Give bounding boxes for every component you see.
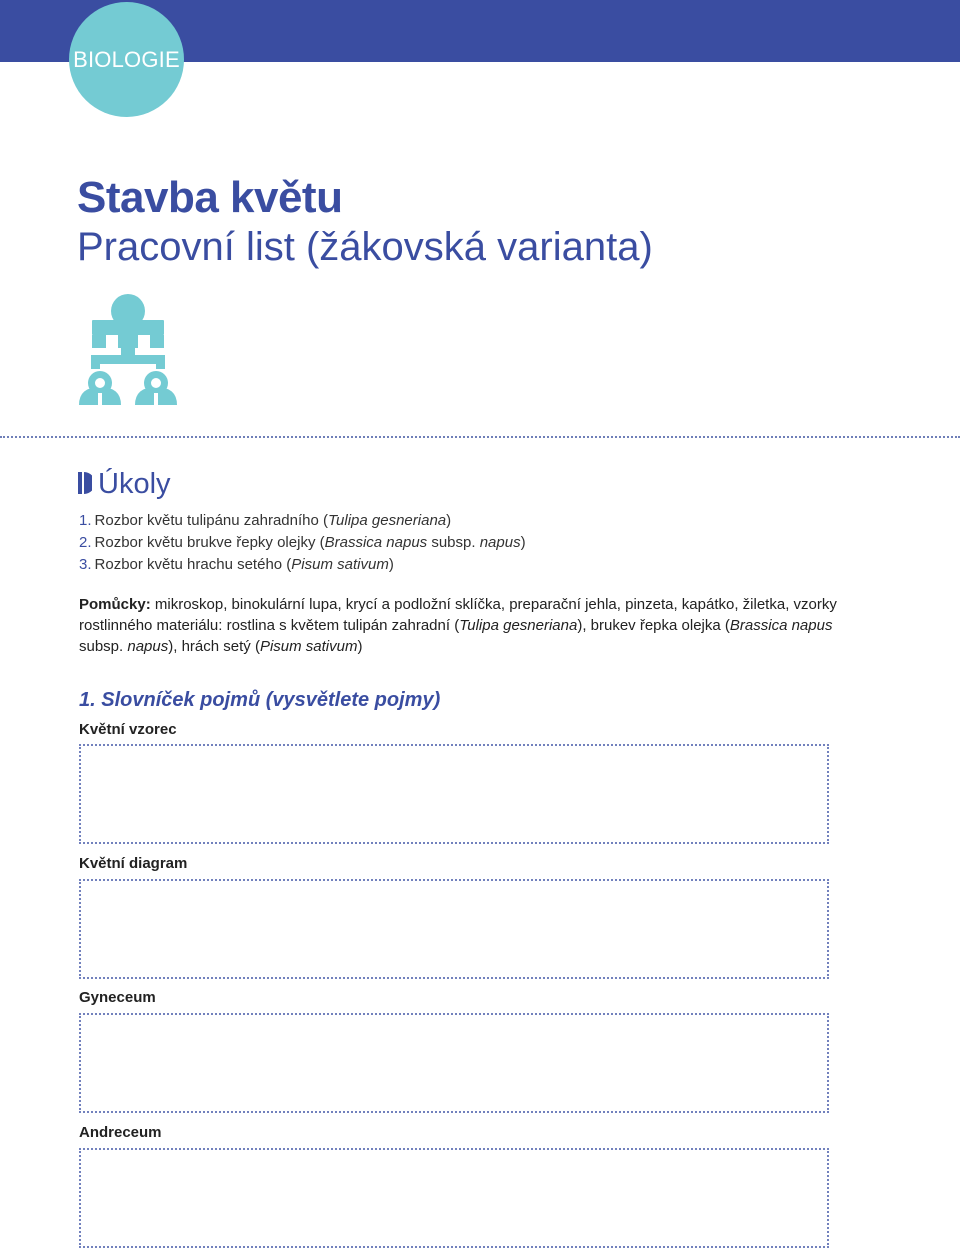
glossary-heading: 1. Slovníček pojmů (vysvětlete pojmy): [79, 689, 441, 711]
term-label-floral-formula: Květní vzorec: [79, 721, 177, 738]
hierarchy-people-icon: [77, 293, 179, 405]
page-subtitle: Pracovní list (žákovská varianta): [77, 225, 653, 269]
answer-box-gynoecium[interactable]: [79, 1013, 829, 1113]
term-label-floral-diagram: Květní diagram: [79, 855, 188, 872]
answer-box-androecium[interactable]: [79, 1148, 829, 1248]
tasks-list: [79, 510, 526, 576]
term-label-androecium: Andreceum: [79, 1124, 162, 1141]
term-label-gynoecium: Gyneceum: [79, 989, 156, 1006]
task-item: 3. Rozbor květu hrachu setého (Pisum sativum): [79, 556, 394, 573]
answer-box-floral-formula[interactable]: [79, 744, 829, 844]
task-item: 2. Rozbor květu brukve řepky olejky (Brassica napus subsp. napus): [79, 534, 526, 551]
tools-label: Pomůcky:: [79, 596, 151, 613]
task-item: 1. Rozbor květu tulipánu zahradního (Tulipa gesneriana): [79, 512, 452, 529]
subject-label: BIOLOGIE: [73, 46, 180, 72]
tools-paragraph: Pomůcky: mikroskop, binokulární lupa, krycí a podložní sklíčka, preparační jehla, pinzeta, kapátko, žiletka, vzorky rostlinného materiálu: rostlina s květem tulipán zahradní (Tulipa gesneriana), brukev řepka olejka (Brassica napus subsp. napus), hrách setý (Pisum sativum): [79, 596, 837, 655]
half-circle-bullet-icon: [78, 472, 92, 494]
page-title: Stavba květu: [77, 173, 343, 222]
answer-box-floral-diagram[interactable]: [79, 879, 829, 979]
subject-badge: [69, 2, 184, 117]
tasks-heading: Úkoly: [98, 468, 171, 500]
section-divider: [0, 436, 960, 438]
